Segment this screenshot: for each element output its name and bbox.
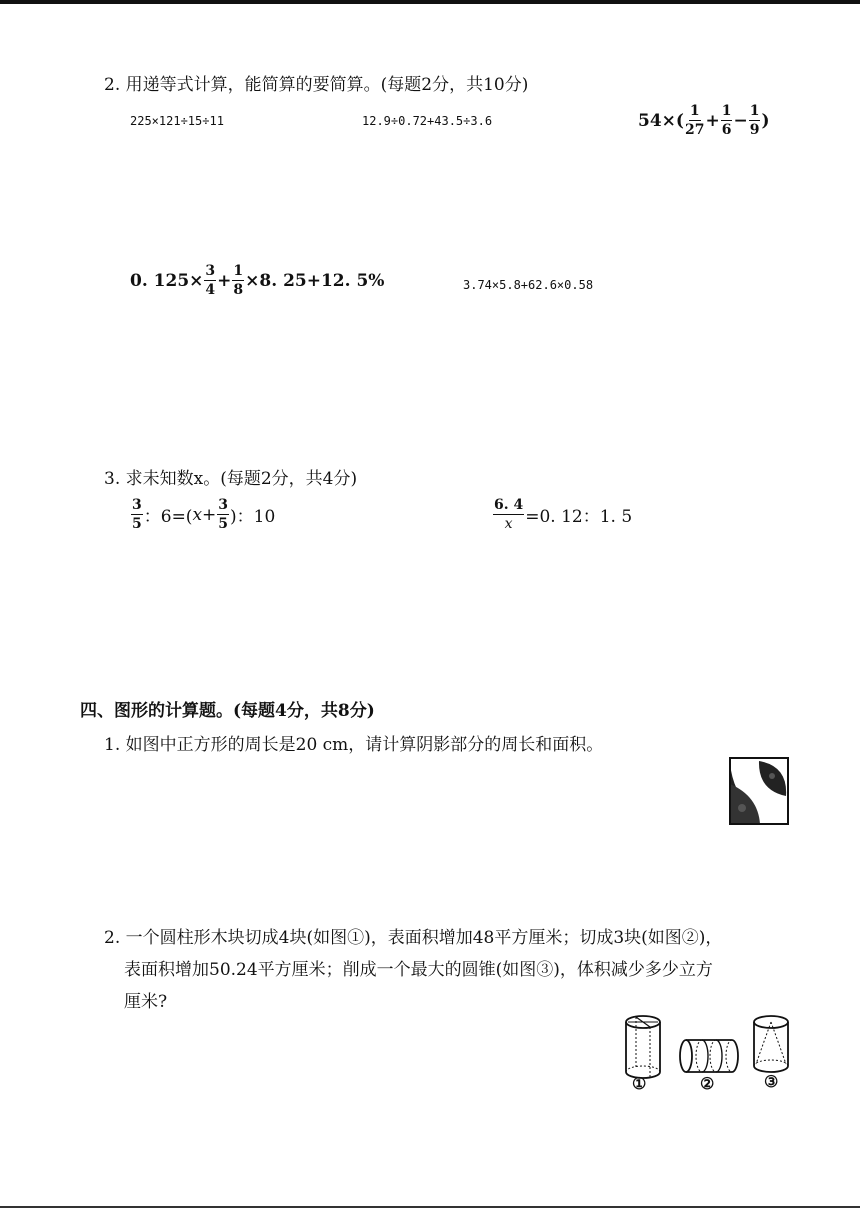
expr3-lead: 54×( bbox=[638, 110, 684, 131]
section4-heading: 四、图形的计算题。(每题4分，共8分) bbox=[80, 701, 375, 721]
denominator: 8 bbox=[233, 282, 244, 298]
expr4-tail: ×8. 25+12. 5% bbox=[245, 270, 385, 291]
q2-heading: 2. 用递等式计算，能简算的要简算。(每题2分，共10分) bbox=[104, 75, 529, 95]
eq1-mid: ：6=( bbox=[143, 507, 193, 527]
expr4-lead: 0. 125× bbox=[130, 270, 204, 291]
bottom-border bbox=[0, 1206, 860, 1208]
fraction bbox=[685, 104, 704, 137]
variable-x: x bbox=[192, 504, 203, 525]
q2-expr-1: 225×121÷15÷11 bbox=[130, 114, 224, 128]
q3-heading: 3. 求未知数x。(每题2分，共4分) bbox=[104, 469, 358, 489]
q2-expr-5: 3.74×5.8+62.6×0.58 bbox=[463, 278, 594, 292]
fraction bbox=[232, 264, 244, 297]
denominator: 5 bbox=[218, 516, 229, 532]
numerator: 1 bbox=[689, 103, 700, 119]
denominator: 27 bbox=[684, 122, 705, 138]
square-shaded-figure bbox=[728, 756, 790, 826]
numerator: 1 bbox=[233, 263, 244, 279]
figure-label-1: ① bbox=[632, 1074, 647, 1093]
problem-2-line-3: 厘米? bbox=[124, 992, 168, 1012]
numerator: 3 bbox=[205, 263, 216, 279]
operator: − bbox=[733, 110, 748, 131]
numerator: 1 bbox=[721, 103, 732, 119]
fraction bbox=[217, 498, 229, 531]
q3-equation-1 bbox=[130, 498, 275, 531]
fraction bbox=[721, 104, 733, 137]
cylinder-cone-figure-3 bbox=[750, 1012, 796, 1078]
q2-expr-3 bbox=[638, 104, 769, 137]
operator: + bbox=[705, 110, 720, 131]
numerator: 3 bbox=[218, 497, 229, 513]
numerator: 6. 4 bbox=[494, 497, 524, 513]
numerator: 1 bbox=[749, 103, 760, 119]
q2-expr-2: 12.9÷0.72+43.5÷3.6 bbox=[362, 114, 493, 128]
fraction bbox=[493, 498, 524, 531]
fraction bbox=[204, 264, 216, 297]
denominator: 4 bbox=[205, 282, 216, 298]
fraction bbox=[749, 104, 761, 137]
expr3-tail: ) bbox=[761, 110, 770, 131]
operator: + bbox=[202, 504, 217, 525]
denominator: 6 bbox=[721, 122, 732, 138]
numerator: 3 bbox=[132, 497, 142, 513]
figure-label-3: ③ bbox=[764, 1072, 779, 1091]
denominator: 5 bbox=[132, 516, 142, 532]
section4-problem-2 bbox=[104, 922, 804, 1018]
denominator: x bbox=[504, 516, 513, 532]
q3-equation-2 bbox=[492, 498, 632, 531]
figure-label-2: ② bbox=[700, 1074, 715, 1093]
q2-expr-4 bbox=[130, 264, 384, 297]
denominator: 9 bbox=[749, 122, 760, 138]
operator: + bbox=[217, 270, 232, 291]
top-border bbox=[0, 0, 860, 4]
problem-2-line-1: 2. 一个圆柱形木块切成4块(如图①)，表面积增加48平方厘米；切成3块(如图②)， bbox=[104, 928, 723, 948]
section4-problem-1: 1. 如图中正方形的周长是20 cm，请计算阴影部分的周长和面积。 bbox=[104, 735, 604, 755]
problem-2-line-2: 表面积增加50.24平方厘米；削成一个最大的圆锥(如图③)，体积减少多少立方 bbox=[124, 960, 713, 980]
eq2-tail: =0. 12：1. 5 bbox=[525, 507, 633, 527]
eq1-tail: )：10 bbox=[230, 507, 276, 527]
fraction bbox=[131, 498, 143, 531]
